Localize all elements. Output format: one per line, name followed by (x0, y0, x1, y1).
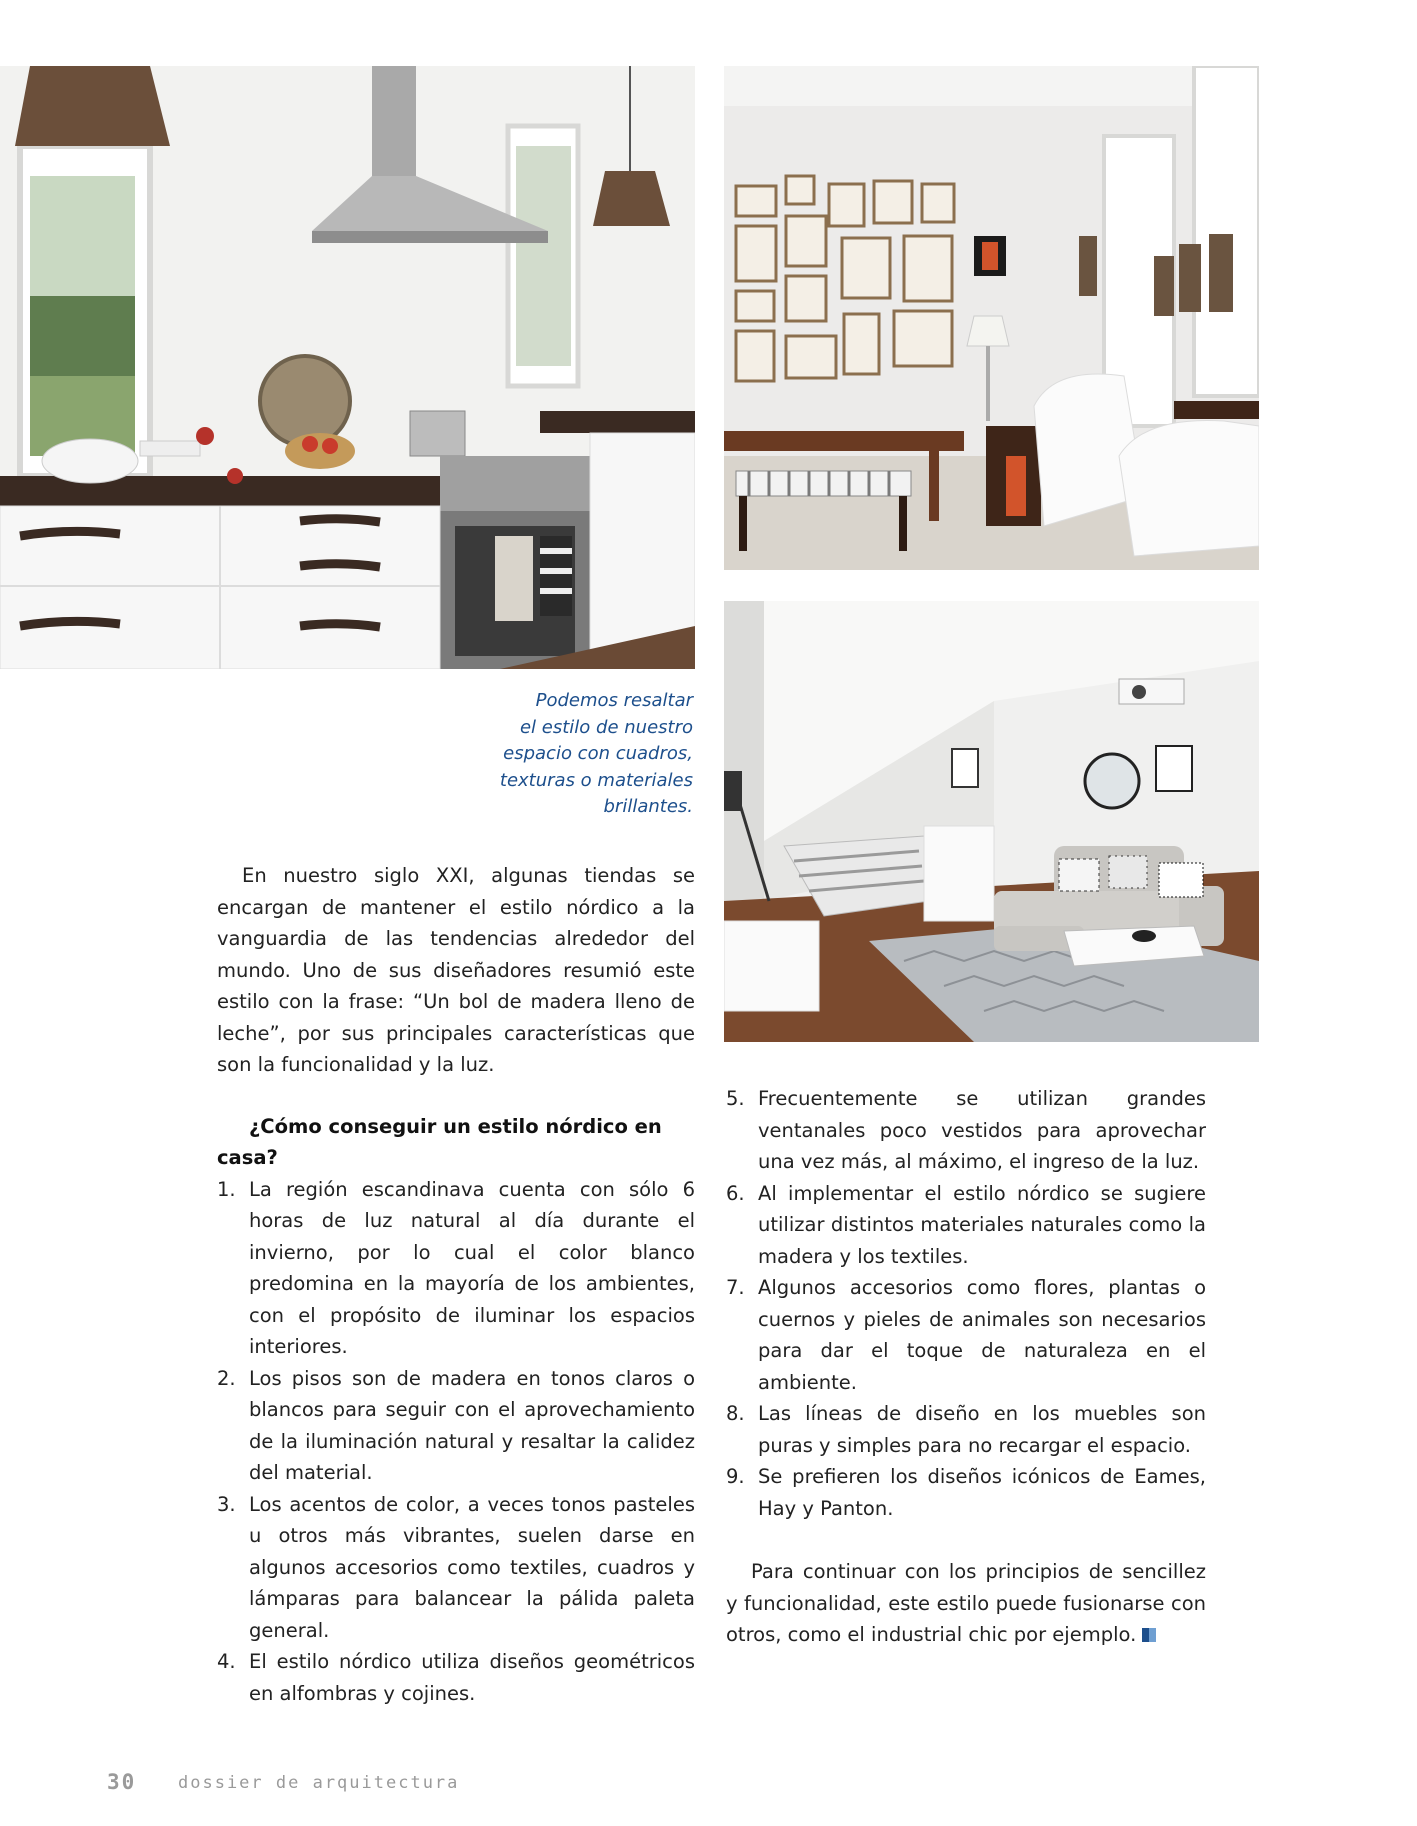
right-text-column (726, 1083, 1206, 1651)
list-item-number: 6. (726, 1181, 745, 1205)
list-item (726, 1272, 1206, 1398)
list-item-number: 8. (726, 1402, 745, 1425)
caption-line: espacio con cuadros, (503, 743, 693, 764)
caption-line: el estilo de nuestro (519, 716, 693, 738)
section-heading: ¿Cómo conseguir un estilo nórdico en casa? (217, 1114, 662, 1169)
intro-paragraph: En nuestro siglo XXI, algunas tiendas se encargan de mantener el estilo nórdico a la vanguardia de las tendencias alrededor del mundo. Uno de sus diseñadores resumió este estilo con la frase: “Un bol de madera lleno de leche”, por sus principales características que son la funcionalidad y la luz. (217, 864, 695, 1076)
list-item (726, 1398, 1206, 1461)
list-item-number: 9. (726, 1465, 745, 1488)
living-room-photo (724, 601, 1259, 1042)
list-item-text: Las líneas de diseño en los muebles son puras y simples para no recargar el espacio. (758, 1402, 1206, 1457)
list-item-number: 3. (217, 1492, 236, 1516)
caption-line: Podemos resaltar (535, 690, 693, 711)
list-item-number: 7. (726, 1276, 745, 1299)
list-item-text: Frecuentemente se utilizan grandes ventanales poco vestidos para aprovechar una vez más, al máximo, el ingreso de la luz. (758, 1087, 1206, 1173)
list-item-text: Al implementar el estilo nórdico se sugiere utilizar distintos materiales naturales como la madera y los textiles. (758, 1181, 1206, 1268)
list-item (726, 1083, 1206, 1178)
list-item-text: Los acentos de color, a veces tonos pasteles u otros más vibrantes, suelen darse en algunos accesorios como textiles, cuadros y lámparas para balancear la pálida paleta general. (249, 1492, 695, 1642)
list-item (217, 1646, 695, 1709)
left-text-column (217, 860, 695, 1709)
list-item-number: 2. (217, 1366, 236, 1390)
list-item (726, 1461, 1206, 1524)
closing-paragraph-text: Para continuar con los principios de sencillez y funcionalidad, este estilo puede fusionarse con otros, como el industrial chic por ejemplo. (726, 1560, 1206, 1646)
list-item (217, 1489, 695, 1647)
dining-room-photo (724, 66, 1259, 570)
photo-caption (440, 688, 693, 821)
list-item-text: El estilo nórdico utiliza diseños geométricos en alfombras y cojines. (249, 1650, 695, 1705)
list-item-number: 5. (726, 1087, 745, 1110)
caption-line: texturas o materiales (499, 769, 693, 791)
list-item (217, 1363, 695, 1489)
tips-list-right (726, 1083, 1206, 1524)
closing-paragraph (726, 1556, 1206, 1651)
list-item-text: Se prefieren los diseños icónicos de Eames, Hay y Panton. (758, 1465, 1206, 1520)
list-item-text: Los pisos son de madera en tonos claros o blancos para seguir con el aprovechamiento de la iluminación natural y resaltar la calidez del material. (249, 1366, 695, 1484)
end-of-article-icon (1142, 1628, 1156, 1642)
kitchen-photo (0, 66, 695, 669)
magazine-name: dossier de arquitectura (178, 1773, 460, 1793)
tips-list-left (217, 1174, 695, 1710)
list-item (217, 1174, 695, 1363)
caption-line: brillantes. (603, 796, 693, 817)
list-item-text: La región escandinava cuenta con sólo 6 horas de luz natural al día durante el invierno, por lo cual el color blanco predomina en la mayoría de los ambientes, con el propósito de iluminar los espacios interiores. (249, 1177, 695, 1358)
list-item-number: 4. (217, 1650, 236, 1673)
page-number: 30 (107, 1770, 137, 1794)
list-item (726, 1178, 1206, 1273)
list-item-number: 1. (217, 1177, 236, 1201)
list-item-text: Algunos accesorios como flores, plantas o cuernos y pieles de animales son necesarios para dar el toque de naturaleza en el ambiente. (758, 1276, 1206, 1394)
